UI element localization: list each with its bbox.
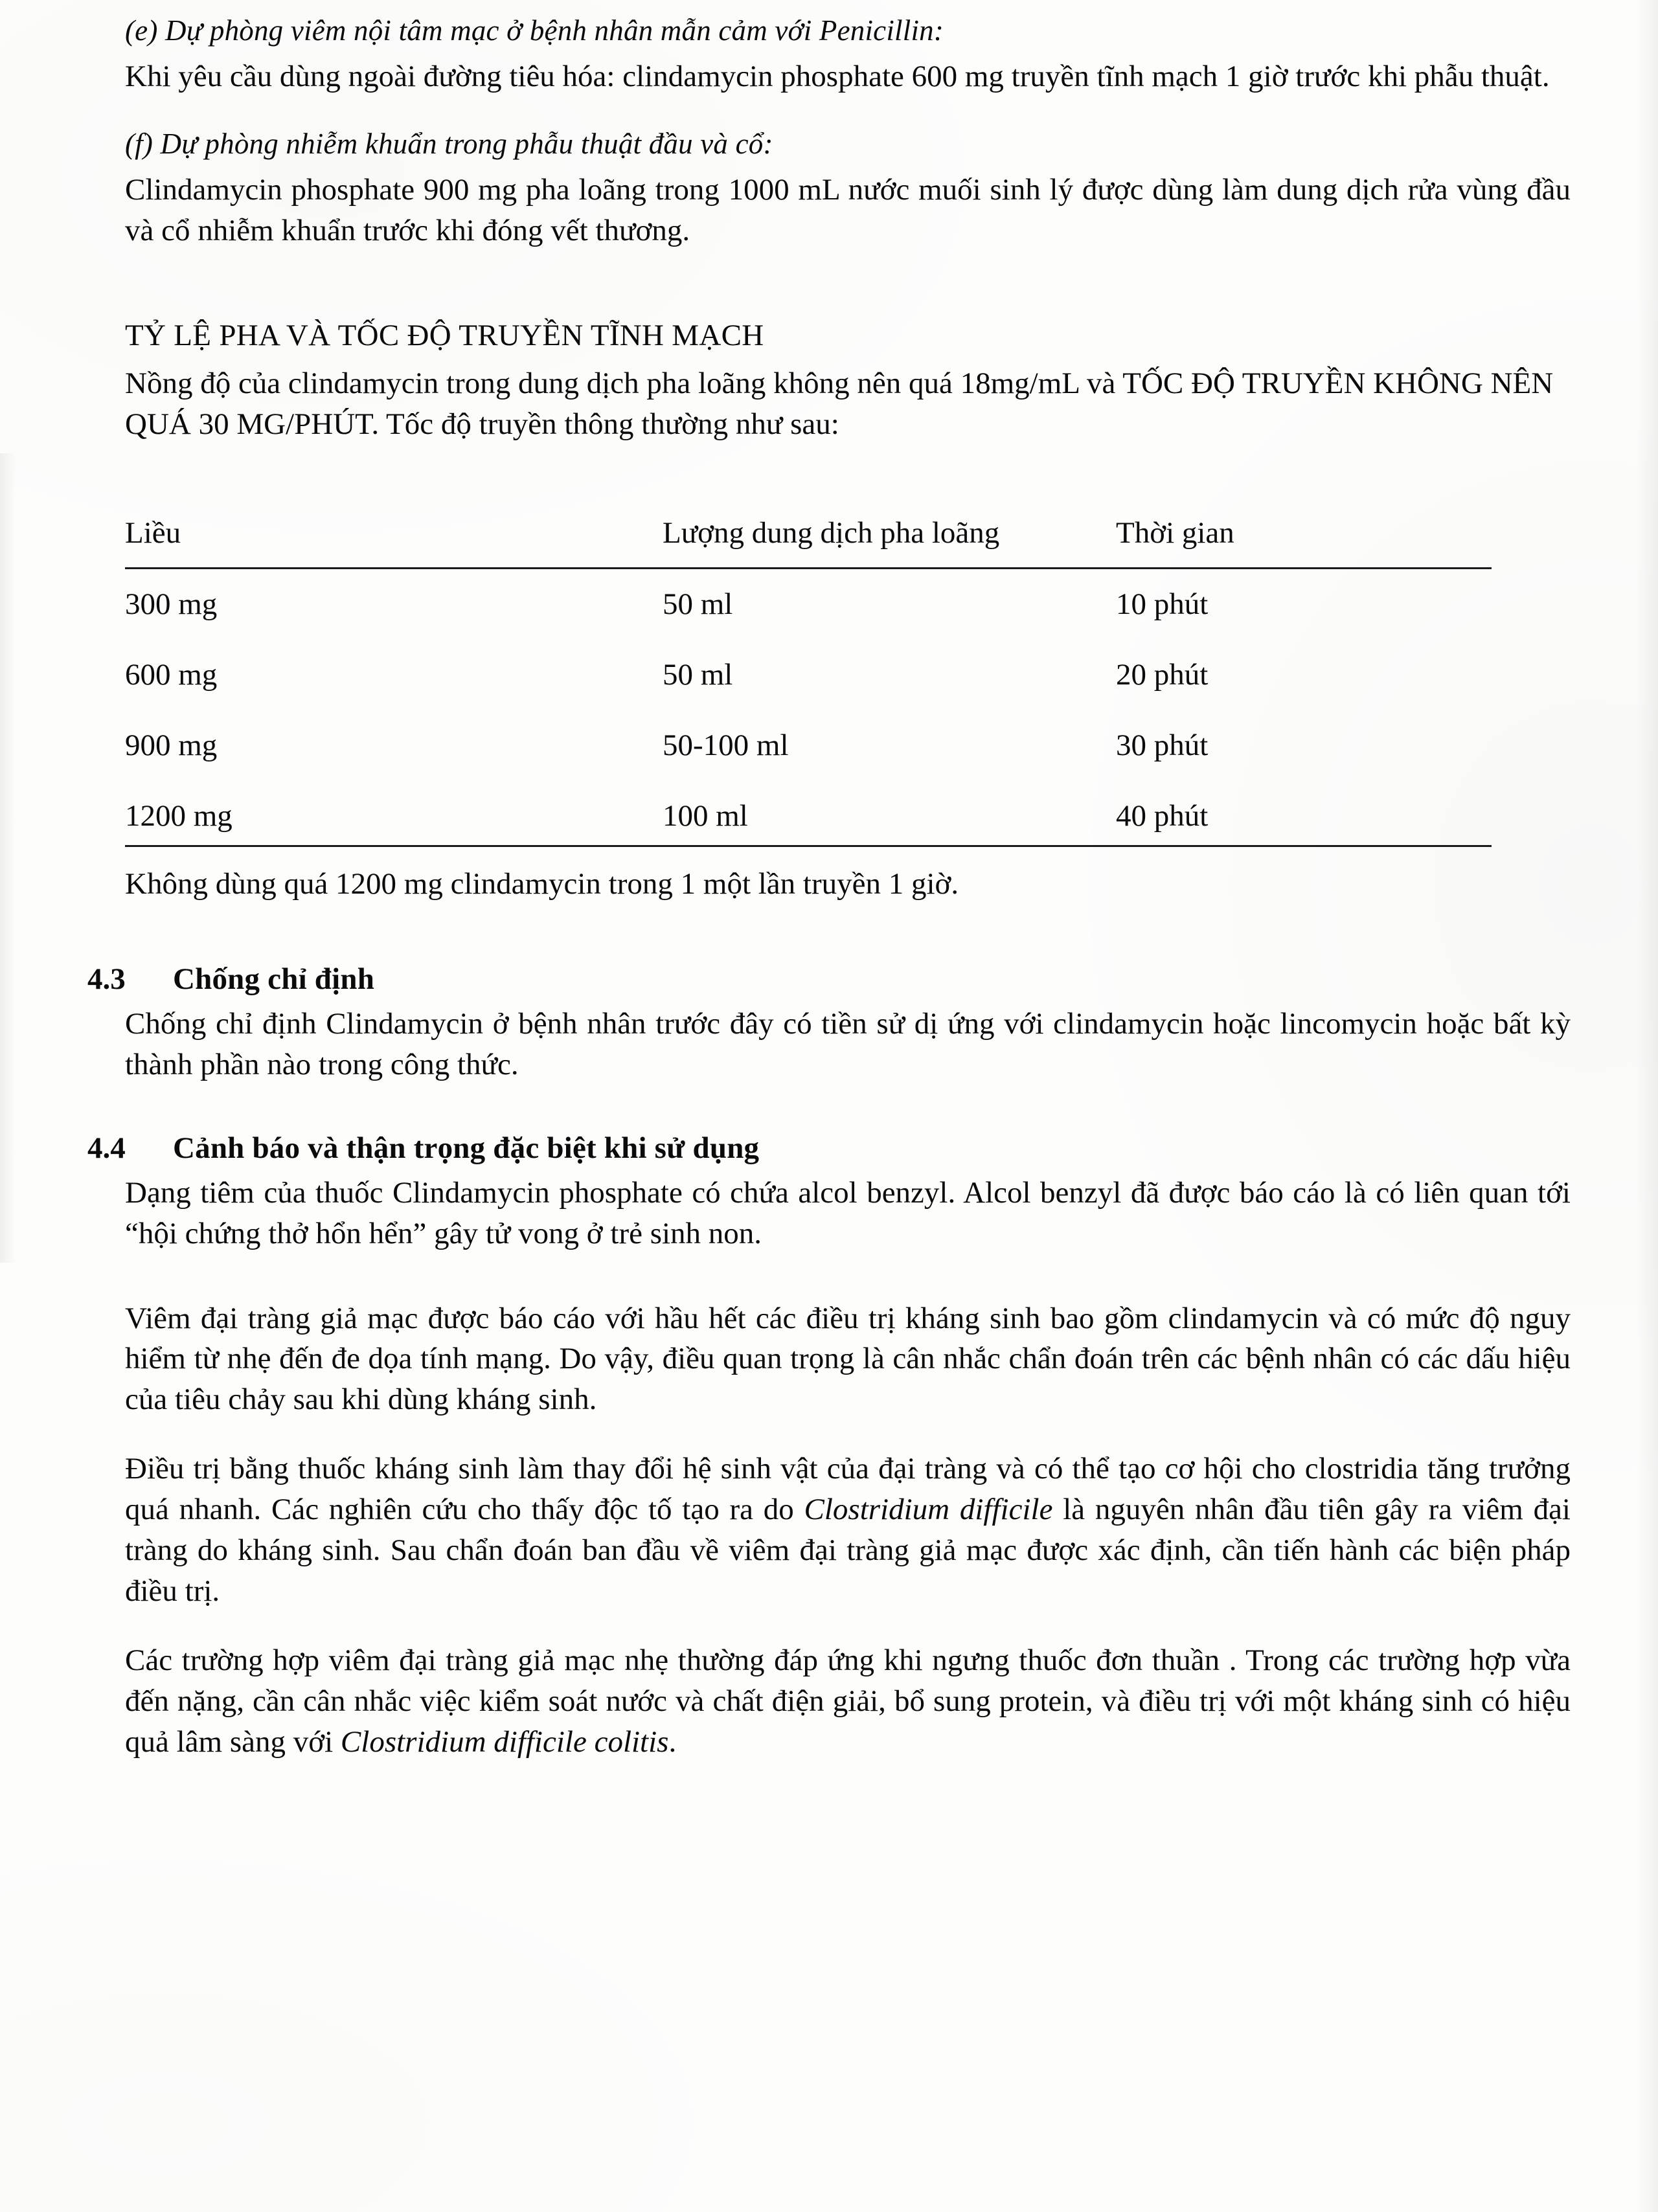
subsection-e-heading: (e) Dự phòng viêm nội tâm mạc ở bệnh nhân mẫn cảm với Penicillin: (125, 14, 944, 47)
section-4-4-paragraph-3 (125, 1449, 1571, 1612)
cell-time: 40 phút (1116, 781, 1492, 846)
table-row (125, 569, 1492, 640)
species-name-clostridium-difficile: Clostridium difficile (804, 1493, 1053, 1527)
cell-dose: 300 mg (125, 587, 218, 622)
spacer (87, 454, 1571, 510)
cell-volume: 50 ml (663, 658, 733, 692)
infusion-rate-title: TỶ LỆ PHA VÀ TỐC ĐỘ TRUYỀN TĨNH MẠCH (125, 318, 764, 352)
spacer (87, 260, 1571, 316)
spacer (87, 106, 1571, 125)
subsection-f-body: Clindamycin phosphate 900 mg pha loãng trong 1000 mL nước muối sinh lý được dùng làm dung dịch rửa vùng đầu và cổ nhiễm khuẩn trước khi đóng vết thương. (125, 172, 1571, 247)
column-header-volume: Lượng dung dịch pha loãng (663, 510, 1116, 569)
infusion-rate-intro: Nồng độ của clindamycin trong dung dịch pha loãng không nên quá 18mg/mL và TỐC ĐỘ TRUYỀN KHÔNG NÊN QUÁ 30 MG/PHÚT. Tốc độ truyền thông thường như sau: (125, 367, 1554, 441)
cell-dose: 600 mg (125, 658, 218, 692)
section-4-4-heading (87, 1129, 1571, 1168)
table-row (125, 710, 1492, 781)
spacer (87, 1621, 1571, 1640)
spacer (87, 1094, 1571, 1129)
cell-volume: 100 ml (663, 781, 1116, 846)
table-row (125, 781, 1492, 846)
column-header-time: Thời gian (1116, 510, 1492, 569)
spacer (87, 1263, 1571, 1298)
subsection-e-body: Khi yêu cầu dùng ngoài đường tiêu hóa: clindamycin phosphate 600 mg truyền tĩnh mạch 1 giờ trước khi phẫu thuật. (125, 59, 1550, 93)
table-header-row (125, 510, 1492, 569)
section-4-4-title: Cảnh báo và thận trọng đặc biệt khi sử dụng (173, 1131, 760, 1166)
cell-volume: 50-100 ml (663, 728, 789, 763)
section-4-4-number: 4.4 (87, 1131, 126, 1166)
paragraph-3-text-before: Điều trị bằng thuốc kháng sinh làm thay đổi hệ sinh vật của đại tràng và có thể tạo cơ hội cho clostridia tăng trưởng quá nhanh. Các nghiên cứu cho thấy độc tố tạo ra do (125, 1452, 1571, 1527)
section-4-3-heading (87, 960, 1571, 999)
section-4-4-paragraph-2: Viêm đại tràng giả mạc được báo cáo với hầu hết các điều trị kháng sinh bao gồm clindamycin và có mức độ nguy hiểm từ nhẹ đến đe dọa tính mạng. Do vậy, điều quan trọng là cân nhắc chẩn đoán trên các bệnh nhân có các dấu hiệu của tiêu chảy sau khi dùng kháng sinh. (125, 1301, 1571, 1417)
paragraph-4-text-before: Các trường hợp viêm đại tràng giả mạc nhẹ thường đáp ứng khi ngưng thuốc đơn thuần . Trong các trường hợp vừa đến nặng, cần cân nhắc việc kiểm soát nước và chất điện giải, bổ sung protein, và điều trị với một kháng sinh có hiệu quả lâm sàng với (125, 1643, 1571, 1759)
cell-time: 10 phút (1116, 587, 1209, 622)
dose-table (125, 510, 1492, 847)
paragraph-3-text-after: là nguyên nhân đầu tiên gây ra viêm đại tràng do kháng sinh. Sau chẩn đoán ban đầu về viêm đại tràng giả mạc được xác định, cần tiến hành các biện pháp điều trị. (125, 1493, 1571, 1608)
scan-edge-artifact-left (0, 453, 17, 1263)
table-row (125, 640, 1492, 710)
section-4-3-number: 4.3 (87, 962, 126, 997)
section-4-3-body: Chống chỉ định Clindamycin ở bệnh nhân trước đây có tiền sử dị ứng với clindamycin hoặc lincomycin hoặc bất kỳ thành phần nào trong công thức. (125, 1006, 1571, 1081)
cell-volume: 50 ml (663, 587, 733, 622)
dose-table-note: Không dùng quá 1200 mg clindamycin trong 1 một lần truyền 1 giờ. (125, 867, 959, 901)
species-name-clostridium-difficile-colitis: Clostridium difficile colitis (340, 1725, 669, 1759)
cell-time: 20 phút (1116, 658, 1209, 692)
cell-dose: 900 mg (125, 728, 218, 763)
cell-time: 30 phút (1116, 728, 1209, 763)
column-header-dose: Liều (125, 510, 663, 569)
subsection-f-heading: (f) Dự phòng nhiễm khuẩn trong phẫu thuật đầu và cổ: (125, 128, 773, 161)
scan-edge-artifact-right (1636, 0, 1658, 2212)
dose-table-container (125, 510, 1492, 847)
section-4-4-paragraph-1: Dạng tiêm của thuốc Clindamycin phosphate có chứa alcol benzyl. Alcol benzyl đã được báo cáo là có liên quan tới “hội chứng thở hổn hển” gây tử vong ở trẻ sinh non. (125, 1175, 1571, 1250)
section-4-4-paragraph-4 (125, 1640, 1571, 1763)
spacer (87, 904, 1571, 960)
paragraph-4-text-after: . (668, 1725, 677, 1759)
page-content (87, 12, 1571, 1763)
spacer (87, 1429, 1571, 1449)
section-4-3-title: Chống chỉ định (173, 962, 375, 997)
cell-dose: 1200 mg (125, 781, 663, 846)
